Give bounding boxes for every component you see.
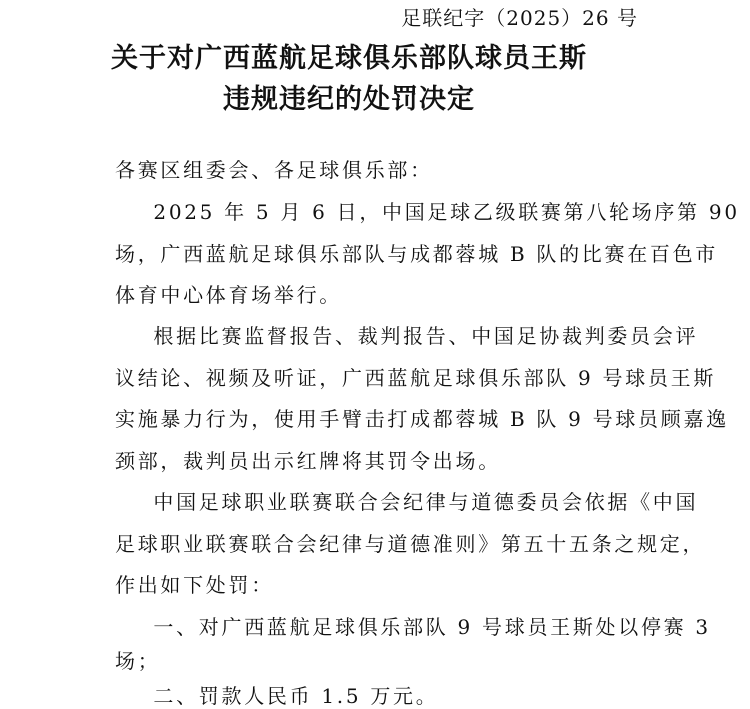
body-line: 议结论、视频及听证，广西蓝航足球俱乐部队 9 号球员王斯 <box>115 366 717 390</box>
salutation: 各赛区组委会、各足球俱乐部： <box>115 158 433 182</box>
body-line: 2025 年 5 月 6 日，中国足球乙级联赛第八轮场序第 90 <box>108 200 740 224</box>
body-line: 作出如下处罚： <box>115 573 274 597</box>
body-line: 体育中心体育场举行。 <box>115 283 342 307</box>
body-line: 足球职业联赛联合会纪律与道德准则》第五十五条之规定， <box>115 532 706 556</box>
body-line: 颈部，裁判员出示红牌将其罚令出场。 <box>115 449 501 473</box>
body-line: 实施暴力行为，使用手臂击打成都蓉城 B 队 9 号球员顾嘉逸 <box>115 407 729 431</box>
document-title-line-2: 违规违纪的处罚决定 <box>223 84 475 115</box>
penalty-item-2: 二、罚款人民币 1.5 万元。 <box>108 684 439 708</box>
document-number: 足联纪字（2025）26 号 <box>401 6 638 30</box>
body-line: 场，广西蓝航足球俱乐部队与成都蓉城 B 队的比赛在百色市 <box>115 242 719 266</box>
penalty-item-1: 一、对广西蓝航足球俱乐部队 9 号球员王斯处以停赛 3 <box>108 615 711 639</box>
body-line: 根据比赛监督报告、裁判报告、中国足协裁判委员会评 <box>108 324 699 348</box>
body-line: 中国足球职业联赛联合会纪律与道德委员会依据《中国 <box>108 490 699 514</box>
body-line: 场； <box>115 649 161 673</box>
document-title-line-1: 关于对广西蓝航足球俱乐部队球员王斯 <box>111 43 587 74</box>
